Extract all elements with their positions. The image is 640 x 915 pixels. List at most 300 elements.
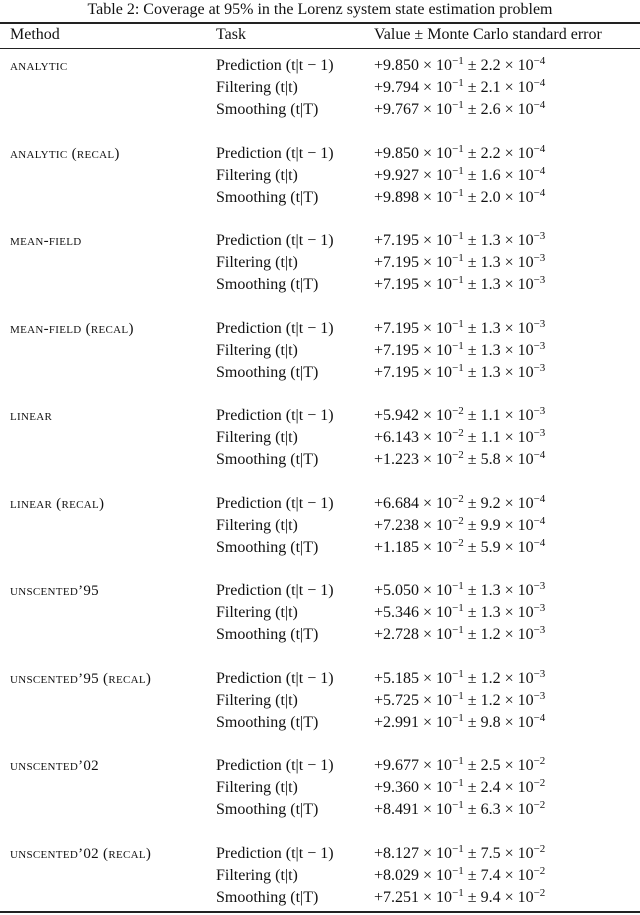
- std-error: 2.4: [480, 779, 501, 796]
- mantissa: +7.195: [374, 276, 420, 293]
- value-cell: [374, 318, 545, 340]
- table-row: [0, 318, 640, 340]
- std-error-exponent: −2: [533, 886, 546, 899]
- std-error-exponent: −4: [533, 536, 546, 549]
- plus-minus: ±: [463, 319, 481, 337]
- times-ten: × 10: [419, 232, 453, 249]
- std-error: 1.3: [480, 582, 501, 599]
- task-label: Smoothing (t|T): [216, 801, 319, 818]
- task-label: Prediction (t|t − 1): [216, 144, 334, 162]
- std-error: 2.5: [480, 757, 501, 774]
- value-cell: [374, 777, 545, 799]
- plus-minus: ±: [463, 538, 481, 556]
- exponent: −1: [452, 186, 464, 199]
- std-error-exponent: −4: [533, 514, 546, 527]
- std-error-exponent: −4: [533, 77, 546, 89]
- value-cell: [374, 712, 545, 734]
- times-ten: × 10: [500, 166, 534, 184]
- table-row: [0, 668, 640, 690]
- value-cell: [374, 624, 545, 646]
- times-ten: × 10: [419, 319, 453, 337]
- plus-minus: ±: [463, 801, 481, 818]
- times-ten: × 10: [419, 144, 453, 162]
- std-error: 9.4: [480, 888, 501, 906]
- task-label: Smoothing (t|T): [216, 538, 319, 556]
- exponent: −1: [452, 602, 464, 614]
- plus-minus: ±: [463, 582, 481, 599]
- std-error: 1.2: [480, 691, 501, 709]
- mantissa: +9.850: [374, 57, 420, 74]
- times-ten: × 10: [419, 363, 453, 381]
- std-error-exponent: −2: [533, 755, 546, 767]
- exponent: −2: [452, 514, 464, 527]
- times-ten: × 10: [500, 626, 534, 643]
- mantissa: +7.251: [374, 888, 420, 906]
- task-label: Prediction (t|t − 1): [216, 757, 334, 774]
- plus-minus: ±: [463, 254, 481, 271]
- std-error-exponent: −3: [533, 361, 546, 374]
- plus-minus: ±: [463, 757, 481, 774]
- times-ten: × 10: [500, 691, 534, 709]
- times-ten: × 10: [419, 713, 453, 731]
- times-ten: × 10: [500, 319, 534, 337]
- plus-minus: ±: [463, 888, 481, 906]
- std-error: 5.8: [480, 451, 501, 468]
- task-label: Filtering (t|t): [216, 166, 298, 184]
- value-cell: [374, 165, 545, 187]
- mantissa: +8.127: [374, 844, 420, 862]
- std-error-exponent: −4: [533, 186, 546, 199]
- std-error: 2.2: [480, 144, 501, 162]
- exponent: −2: [452, 536, 464, 549]
- plus-minus: ±: [463, 451, 481, 468]
- value-cell: [374, 602, 545, 624]
- times-ten: × 10: [419, 582, 453, 599]
- times-ten: × 10: [419, 691, 453, 709]
- table-row: [0, 230, 640, 252]
- task-label: Filtering (t|t): [216, 604, 298, 621]
- exponent: −1: [452, 361, 464, 374]
- std-error-exponent: −2: [533, 842, 546, 855]
- times-ten: × 10: [419, 888, 453, 906]
- exponent: −2: [452, 449, 464, 461]
- std-error-exponent: −3: [533, 339, 546, 352]
- plus-minus: ±: [463, 166, 481, 184]
- mantissa: +8.491: [374, 801, 420, 818]
- table-row: [0, 449, 640, 471]
- task-label: Prediction (t|t − 1): [216, 407, 334, 424]
- table-row: [0, 843, 640, 865]
- mantissa: +9.794: [374, 79, 420, 96]
- header-rule: [0, 48, 640, 49]
- value-cell: [374, 340, 545, 362]
- mantissa: +2.991: [374, 713, 420, 731]
- task-label: Smoothing (t|T): [216, 363, 319, 381]
- times-ten: × 10: [500, 669, 534, 687]
- table-row: [0, 690, 640, 712]
- exponent: −1: [452, 339, 464, 352]
- times-ten: × 10: [419, 757, 453, 774]
- mantissa: +7.195: [374, 254, 420, 271]
- value-cell: [374, 843, 545, 865]
- exponent: −1: [452, 274, 464, 286]
- value-cell: [374, 77, 545, 99]
- mantissa: +8.029: [374, 866, 420, 884]
- std-error: 9.8: [480, 713, 501, 731]
- times-ten: × 10: [500, 888, 534, 906]
- table-row: [0, 187, 640, 209]
- std-error-exponent: −3: [533, 317, 546, 330]
- header-task: Task: [216, 26, 246, 43]
- times-ten: × 10: [419, 669, 453, 687]
- std-error-exponent: −3: [533, 252, 546, 264]
- exponent: −1: [452, 317, 464, 330]
- exponent: −1: [452, 55, 464, 67]
- times-ten: × 10: [500, 801, 534, 818]
- times-ten: × 10: [419, 604, 453, 621]
- std-error: 2.2: [480, 57, 501, 74]
- task-label: Smoothing (t|T): [216, 101, 319, 118]
- method-name: unscented’02 (recal): [10, 845, 152, 862]
- table-row: [0, 99, 640, 121]
- task-label: Prediction (t|t − 1): [216, 669, 334, 687]
- plus-minus: ±: [463, 341, 481, 359]
- std-error: 9.2: [480, 494, 501, 512]
- times-ten: × 10: [500, 757, 534, 774]
- std-error-exponent: −3: [533, 427, 546, 439]
- times-ten: × 10: [500, 363, 534, 381]
- mantissa: +5.942: [374, 407, 420, 424]
- mantissa: +7.195: [374, 341, 420, 359]
- mantissa: +7.195: [374, 319, 420, 337]
- task-label: Filtering (t|t): [216, 341, 298, 359]
- exponent: −2: [452, 405, 464, 417]
- task-label: Smoothing (t|T): [216, 713, 319, 731]
- mantissa: +5.346: [374, 604, 420, 621]
- exponent: −1: [452, 230, 464, 242]
- times-ten: × 10: [419, 101, 453, 118]
- std-error: 1.3: [480, 363, 501, 381]
- plus-minus: ±: [463, 866, 481, 884]
- task-label: Filtering (t|t): [216, 429, 298, 446]
- value-cell: [374, 230, 545, 252]
- times-ten: × 10: [500, 494, 534, 512]
- table-row: [0, 602, 640, 624]
- exponent: −1: [452, 711, 464, 724]
- times-ten: × 10: [419, 407, 453, 424]
- times-ten: × 10: [419, 276, 453, 293]
- std-error-exponent: −2: [533, 864, 546, 877]
- times-ten: × 10: [500, 844, 534, 862]
- std-error: 1.2: [480, 669, 501, 687]
- task-label: Filtering (t|t): [216, 691, 298, 709]
- exponent: −1: [452, 842, 464, 855]
- times-ten: × 10: [500, 57, 534, 74]
- table-row: [0, 712, 640, 734]
- table-row: [0, 493, 640, 515]
- table-row: [0, 580, 640, 602]
- table-row: [0, 537, 640, 559]
- table-row: [0, 165, 640, 187]
- mantissa: +6.684: [374, 494, 420, 512]
- std-error: 2.1: [480, 79, 501, 96]
- value-cell: [374, 252, 545, 274]
- value-cell: [374, 427, 545, 449]
- times-ten: × 10: [500, 101, 534, 118]
- method-name: mean-field: [10, 233, 82, 249]
- std-error-exponent: −3: [533, 580, 546, 592]
- plus-minus: ±: [463, 232, 481, 249]
- times-ten: × 10: [419, 801, 453, 818]
- value-cell: [374, 887, 545, 909]
- task-label: Smoothing (t|T): [216, 451, 319, 468]
- value-cell: [374, 580, 545, 602]
- mantissa: +9.677: [374, 757, 420, 774]
- method-name: linear: [10, 408, 53, 424]
- exponent: −1: [452, 864, 464, 877]
- std-error-exponent: −3: [533, 602, 546, 614]
- top-rule: [0, 22, 640, 24]
- plus-minus: ±: [463, 276, 481, 293]
- std-error-exponent: −4: [533, 449, 546, 461]
- table-row: [0, 755, 640, 777]
- mantissa: +9.767: [374, 101, 420, 118]
- times-ten: × 10: [500, 254, 534, 271]
- value-cell: [374, 187, 545, 209]
- std-error: 1.3: [480, 276, 501, 293]
- mantissa: +6.143: [374, 429, 420, 446]
- exponent: −1: [452, 689, 464, 702]
- method-name: unscented’95: [10, 583, 99, 599]
- times-ten: × 10: [419, 516, 453, 534]
- header-value: Value ± Monte Carlo standard error: [374, 26, 602, 43]
- std-error-exponent: −2: [533, 777, 546, 789]
- plus-minus: ±: [463, 669, 481, 687]
- times-ten: × 10: [419, 79, 453, 96]
- exponent: −1: [452, 77, 464, 89]
- std-error-exponent: −4: [533, 711, 546, 724]
- plus-minus: ±: [463, 407, 481, 424]
- value-cell: [374, 143, 545, 165]
- std-error: 1.1: [480, 407, 501, 424]
- exponent: −1: [452, 755, 464, 767]
- times-ten: × 10: [419, 626, 453, 643]
- plus-minus: ±: [463, 604, 481, 621]
- value-cell: [374, 755, 545, 777]
- mantissa: +7.195: [374, 363, 420, 381]
- std-error: 1.3: [480, 319, 501, 337]
- exponent: −1: [452, 624, 464, 636]
- method-name: analytic (recal): [10, 145, 120, 162]
- std-error: 1.3: [480, 254, 501, 271]
- std-error: 1.6: [480, 166, 501, 184]
- std-error: 1.3: [480, 232, 501, 249]
- table-row: [0, 777, 640, 799]
- plus-minus: ±: [463, 844, 481, 862]
- mantissa: +9.927: [374, 166, 420, 184]
- std-error: 2.0: [480, 188, 501, 206]
- table-row: [0, 887, 640, 909]
- plus-minus: ±: [463, 188, 481, 206]
- times-ten: × 10: [500, 341, 534, 359]
- mantissa: +9.850: [374, 144, 420, 162]
- std-error-exponent: −3: [533, 405, 546, 417]
- std-error-exponent: −2: [533, 799, 546, 811]
- value-cell: [374, 537, 545, 559]
- value-cell: [374, 405, 545, 427]
- std-error-exponent: −3: [533, 689, 546, 702]
- mantissa: +5.725: [374, 691, 420, 709]
- value-cell: [374, 274, 545, 296]
- std-error-exponent: −4: [533, 164, 546, 177]
- exponent: −1: [452, 777, 464, 789]
- std-error: 9.9: [480, 516, 501, 534]
- times-ten: × 10: [419, 57, 453, 74]
- mantissa: +1.185: [374, 538, 420, 556]
- times-ten: × 10: [419, 451, 453, 468]
- header-method: Method: [10, 26, 60, 43]
- method-name: unscented’95 (recal): [10, 670, 152, 687]
- plus-minus: ±: [463, 79, 481, 96]
- times-ten: × 10: [419, 166, 453, 184]
- mantissa: +5.185: [374, 669, 420, 687]
- table-row: [0, 427, 640, 449]
- std-error: 1.3: [480, 341, 501, 359]
- std-error: 6.3: [480, 801, 501, 818]
- value-cell: [374, 865, 545, 887]
- times-ten: × 10: [419, 254, 453, 271]
- exponent: −1: [452, 580, 464, 592]
- table-row: [0, 252, 640, 274]
- std-error: 7.4: [480, 866, 501, 884]
- times-ten: × 10: [500, 604, 534, 621]
- value-cell: [374, 493, 545, 515]
- std-error: 2.6: [480, 101, 501, 118]
- table-row: [0, 77, 640, 99]
- table-row: [0, 405, 640, 427]
- task-label: Prediction (t|t − 1): [216, 494, 334, 512]
- std-error: 1.1: [480, 429, 501, 446]
- bottom-rule: [0, 911, 640, 913]
- value-cell: [374, 362, 545, 384]
- times-ten: × 10: [419, 341, 453, 359]
- exponent: −1: [452, 667, 464, 680]
- task-label: Smoothing (t|T): [216, 188, 319, 206]
- times-ten: × 10: [500, 144, 534, 162]
- times-ten: × 10: [419, 866, 453, 884]
- plus-minus: ±: [463, 516, 481, 534]
- plus-minus: ±: [463, 691, 481, 709]
- table-row: [0, 515, 640, 537]
- task-label: Prediction (t|t − 1): [216, 319, 334, 337]
- std-error-exponent: −4: [533, 142, 546, 155]
- task-label: Smoothing (t|T): [216, 888, 319, 906]
- times-ten: × 10: [500, 538, 534, 556]
- task-label: Filtering (t|t): [216, 779, 298, 796]
- task-label: Prediction (t|t − 1): [216, 232, 334, 249]
- plus-minus: ±: [463, 101, 481, 118]
- value-cell: [374, 515, 545, 537]
- times-ten: × 10: [500, 276, 534, 293]
- times-ten: × 10: [500, 232, 534, 249]
- std-error-exponent: −3: [533, 230, 546, 242]
- times-ten: × 10: [500, 407, 534, 424]
- std-error: 1.2: [480, 626, 501, 643]
- std-error-exponent: −4: [533, 492, 546, 505]
- std-error-exponent: −4: [533, 55, 546, 67]
- task-label: Prediction (t|t − 1): [216, 582, 334, 599]
- times-ten: × 10: [500, 451, 534, 468]
- task-label: Filtering (t|t): [216, 254, 298, 271]
- task-label: Filtering (t|t): [216, 79, 298, 96]
- times-ten: × 10: [419, 538, 453, 556]
- mantissa: +9.360: [374, 779, 420, 796]
- mantissa: +7.195: [374, 232, 420, 249]
- method-name: linear (recal): [10, 495, 105, 512]
- times-ten: × 10: [419, 494, 453, 512]
- times-ten: × 10: [419, 779, 453, 796]
- table-row: [0, 865, 640, 887]
- method-name: analytic: [10, 58, 68, 74]
- std-error: 5.9: [480, 538, 501, 556]
- times-ten: × 10: [419, 429, 453, 446]
- value-cell: [374, 690, 545, 712]
- task-label: Prediction (t|t − 1): [216, 844, 334, 862]
- plus-minus: ±: [463, 363, 481, 381]
- exponent: −1: [452, 164, 464, 177]
- task-label: Smoothing (t|T): [216, 626, 319, 643]
- mantissa: +7.238: [374, 516, 420, 534]
- table-caption: Table 2: Coverage at 95% in the Lorenz system state estimation problem: [87, 1, 553, 18]
- plus-minus: ±: [463, 713, 481, 731]
- std-error: 7.5: [480, 844, 501, 862]
- plus-minus: ±: [463, 429, 481, 446]
- value-cell: [374, 799, 545, 821]
- table-row: [0, 340, 640, 362]
- times-ten: × 10: [419, 844, 453, 862]
- table-row: [0, 55, 640, 77]
- mantissa: +2.728: [374, 626, 420, 643]
- mantissa: +5.050: [374, 582, 420, 599]
- task-label: Smoothing (t|T): [216, 276, 319, 293]
- plus-minus: ±: [463, 144, 481, 162]
- plus-minus: ±: [463, 779, 481, 796]
- exponent: −1: [452, 142, 464, 155]
- times-ten: × 10: [500, 516, 534, 534]
- value-cell: [374, 449, 545, 471]
- mantissa: +1.223: [374, 451, 420, 468]
- plus-minus: ±: [463, 626, 481, 643]
- std-error-exponent: −3: [533, 667, 546, 680]
- times-ten: × 10: [500, 866, 534, 884]
- value-cell: [374, 668, 545, 690]
- plus-minus: ±: [463, 57, 481, 74]
- times-ten: × 10: [500, 713, 534, 731]
- std-error-exponent: −4: [533, 99, 546, 111]
- times-ten: × 10: [500, 779, 534, 796]
- exponent: −1: [452, 99, 464, 111]
- exponent: −2: [452, 427, 464, 439]
- table-row: [0, 362, 640, 384]
- std-error-exponent: −3: [533, 624, 546, 636]
- std-error-exponent: −3: [533, 274, 546, 286]
- table-row: [0, 624, 640, 646]
- exponent: −2: [452, 492, 464, 505]
- method-name: mean-field (recal): [10, 320, 134, 337]
- times-ten: × 10: [500, 429, 534, 446]
- times-ten: × 10: [500, 582, 534, 599]
- exponent: −1: [452, 886, 464, 899]
